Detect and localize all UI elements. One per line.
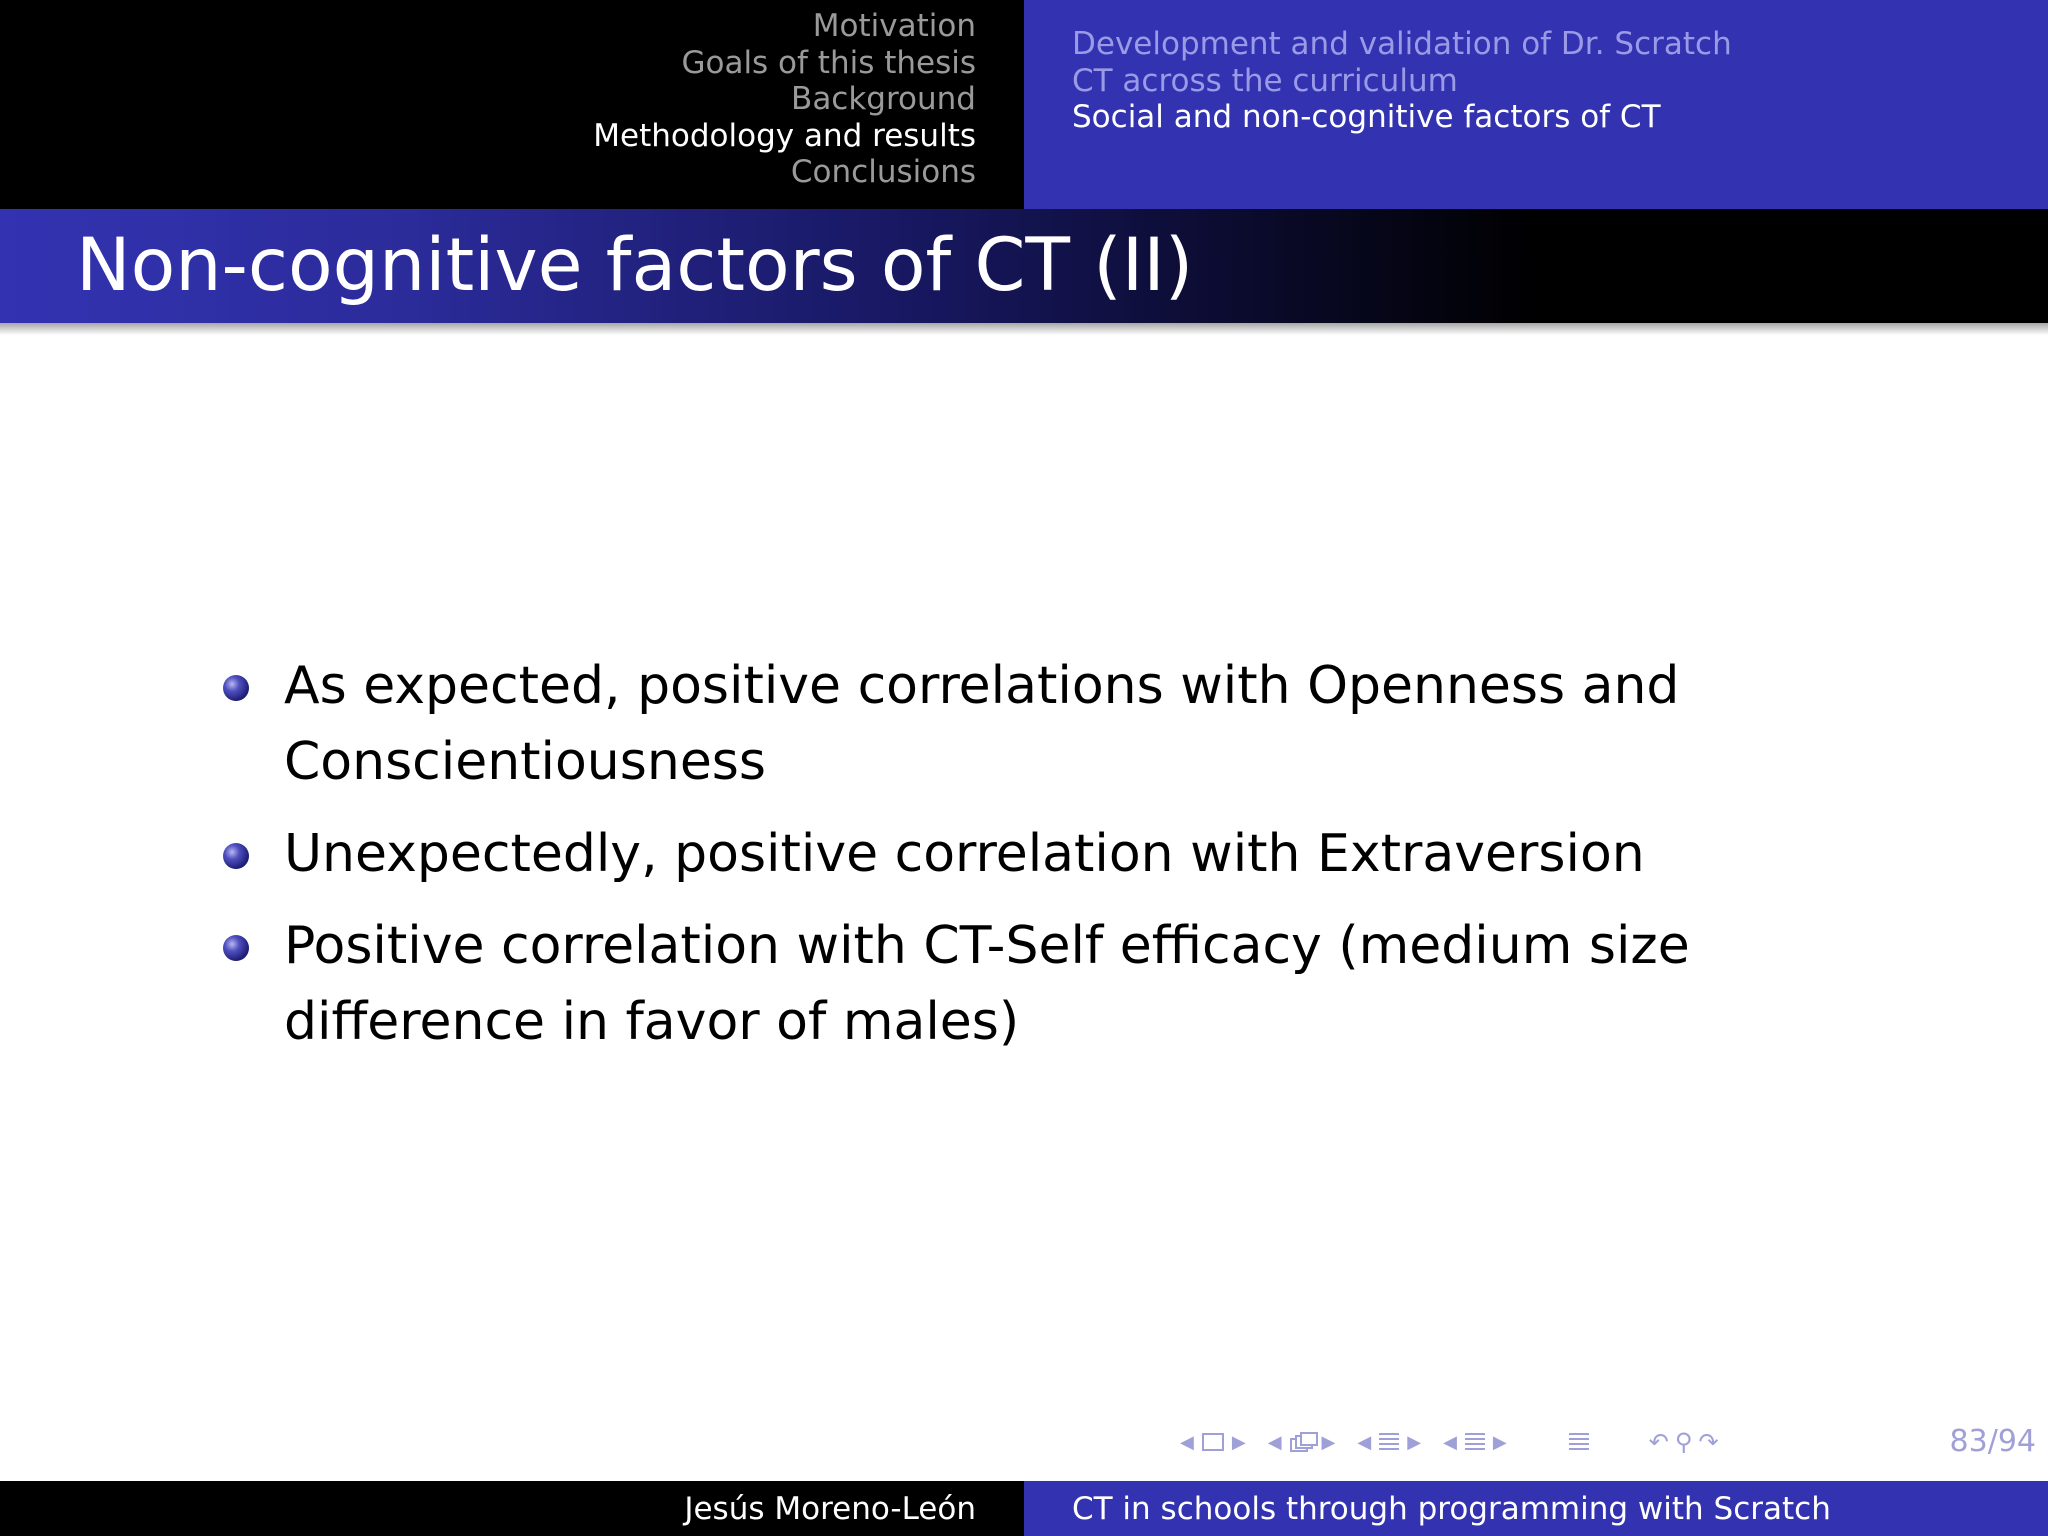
search-icon[interactable]: ⚲ <box>1674 1428 1693 1456</box>
section-goals[interactable]: Goals of this thesis <box>681 44 976 81</box>
bullet-list <box>223 648 1783 1076</box>
subsection-navigation <box>1024 0 2048 209</box>
bullet-ball-icon <box>223 675 249 701</box>
bullet-text: As expected, positive correlations with Openness and Conscientiousness <box>284 656 1680 792</box>
section-nav-icon[interactable]: ◀ ▶ <box>1357 1431 1422 1453</box>
footer-title-box <box>1024 1481 2048 1536</box>
section-list <box>593 8 976 191</box>
bullet-text: Positive correlation with CT-Self efficacy (medium size difference in favor of males) <box>284 916 1690 1052</box>
bullet-item <box>223 908 1783 1060</box>
back-search-forward <box>1649 1428 1719 1456</box>
page-number: 83/94 <box>1949 1424 2036 1459</box>
section-methodology[interactable]: Methodology and results <box>593 117 976 154</box>
frame-title-bar <box>0 209 2048 323</box>
title-shadow <box>0 323 2048 335</box>
footer <box>0 1481 2048 1536</box>
footer-author: Jesús Moreno-León <box>684 1491 976 1527</box>
section-motivation[interactable]: Motivation <box>812 8 976 44</box>
presentation-nav-icon[interactable]: ◀ ▶ <box>1443 1431 1507 1453</box>
document-nav-icon[interactable] <box>1569 1433 1589 1451</box>
subsection-social-factors[interactable]: Social and non-cognitive factors of CT <box>1072 99 1661 135</box>
footer-author-box <box>0 1481 1024 1536</box>
bullet-ball-icon <box>223 843 249 869</box>
subsection-ct-curriculum[interactable]: CT across the curriculum <box>1072 62 1458 99</box>
section-navigation <box>0 0 1024 209</box>
bullet-text: Unexpectedly, positive correlation with Extraversion <box>284 824 1645 884</box>
back-icon[interactable]: ↶ <box>1648 1428 1669 1456</box>
section-conclusions[interactable]: Conclusions <box>790 154 976 190</box>
subsection-dr-scratch[interactable]: Development and validation of Dr. Scratch <box>1072 26 1732 62</box>
bullet-ball-icon <box>223 935 249 961</box>
frame-nav-icon[interactable]: ◀ ▶ <box>1180 1431 1246 1453</box>
subsection-nav-icon[interactable]: ◀ ▶ <box>1267 1431 1336 1453</box>
footer-title: CT in schools through programming with Scratch <box>1072 1491 1831 1527</box>
frame-title: Non-cognitive factors of CT (II) <box>76 223 1194 308</box>
header <box>0 0 2048 209</box>
navigation-symbols <box>1180 1422 1741 1462</box>
section-background[interactable]: Background <box>791 81 976 117</box>
bullet-item <box>223 816 1783 892</box>
bullet-item <box>223 648 1783 800</box>
subsection-list <box>1072 26 1732 136</box>
forward-icon[interactable]: ↷ <box>1698 1428 1719 1456</box>
